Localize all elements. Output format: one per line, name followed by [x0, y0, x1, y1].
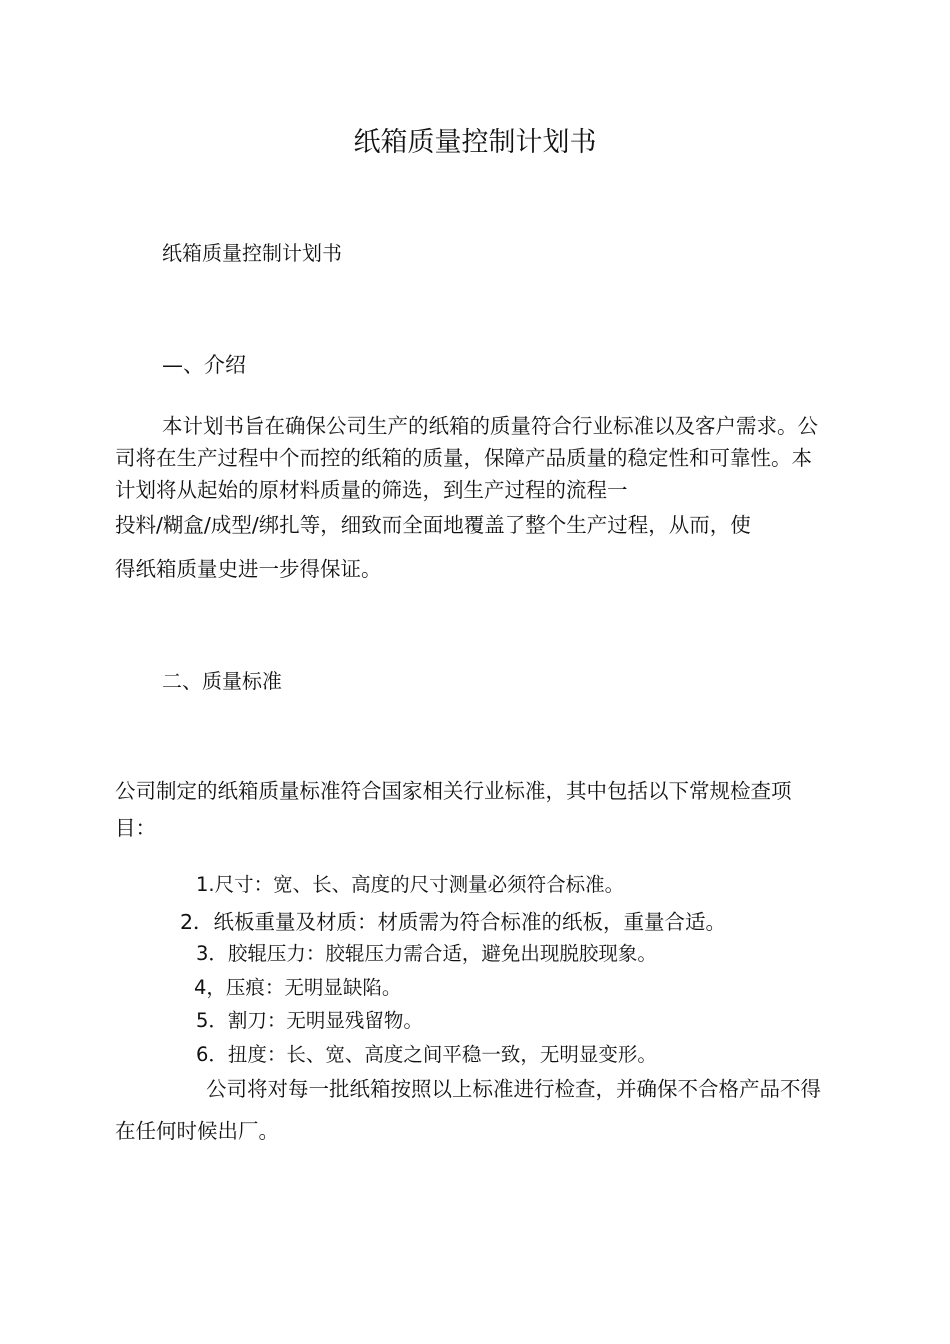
standard-item-knife: 5．割刀：无明显残留物。: [196, 1009, 423, 1032]
document-title: 纸箱质量控制计划书: [353, 127, 597, 158]
paragraph-line: 计划将从起始的原材料质量的筛选，到生产过程的流程一: [115, 478, 628, 502]
paragraph-line: 公司将对每一批纸箱按照以上标准进行检查，并确保不合格产品不得: [206, 1077, 821, 1101]
section-heading-standards: 二、质量标准: [162, 669, 282, 693]
standard-item-size: 1.尺寸：宽、长、高度的尺寸测量必须符合标准。: [196, 873, 625, 896]
paragraph-line: 本计划书旨在确保公司生产的纸箱的质量符合行业标准以及客户需求。公: [162, 414, 818, 438]
paragraph-line: 目：: [115, 816, 156, 840]
paragraph-line: 司将在生产过程中个而控的纸箱的质量，保障产品质量的稳定性和可靠性。本: [115, 446, 812, 470]
standard-item-twist: 6．扭度：长、宽、高度之间平稳一致，无明显变形。: [196, 1043, 657, 1066]
standard-item-roller: 3．胶辊压力：胶辊压力需合适，避免出现脱胶现象。: [196, 942, 657, 965]
paragraph-line: 得纸箱质量史进一步得保证。: [115, 557, 382, 581]
section-heading-intro: —、介绍: [162, 353, 246, 377]
document-subtitle: 纸箱质量控制计划书: [162, 241, 342, 265]
paragraph-line: 在任何时候出厂。: [115, 1119, 279, 1143]
standard-item-crease: 4，压痕：无明显缺陷。: [194, 976, 402, 999]
paragraph-line: 公司制定的纸箱质量标准符合国家相关行业标准，其中包括以下常规检查项: [115, 779, 792, 803]
paragraph-line: 投料/糊盒/成型/绑扎等，细致而全面地覆盖了整个生产过程，从而，使: [115, 513, 751, 537]
standard-item-board: 2．纸板重量及材质：材质需为符合标准的纸板，重量合适。: [180, 910, 727, 934]
